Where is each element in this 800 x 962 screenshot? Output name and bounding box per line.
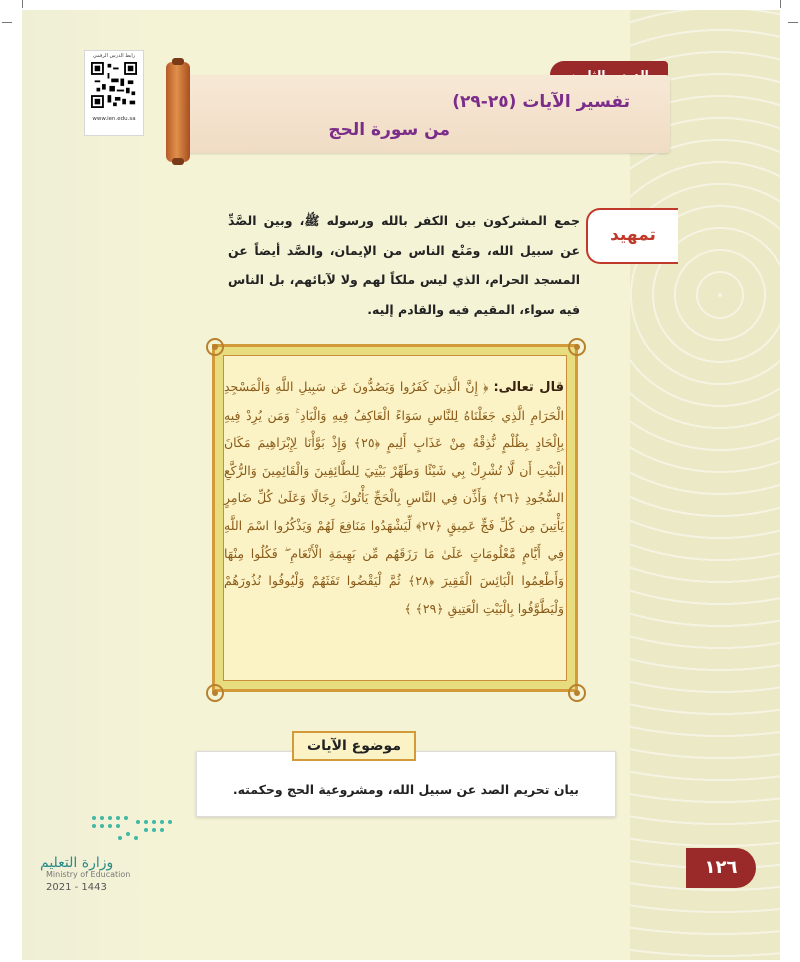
ministry-name-en: Ministry of Education bbox=[46, 870, 131, 879]
page-number: ١٢٦ bbox=[686, 848, 756, 888]
ornament-icon bbox=[204, 682, 226, 704]
quran-verses-text bbox=[224, 373, 564, 622]
intro-label: تمهيد bbox=[586, 208, 678, 264]
crop-mark bbox=[780, 0, 781, 8]
lesson-title: تفسير الآيات (٢٥-٢٩) bbox=[452, 92, 630, 112]
intro-paragraph: جمع المشركون بين الكفر بالله ورسوله ﷺ، وبين الصَّدِّ عن سبيل الله، ومَنْع الناس من الإيمان، والصَّد أيضاً عن المسجد الحرام، الذي ليس ملكاً لهم ولا لآبائهم، بل الناس فيه سواء، المقيم فيه والقادم إليه. bbox=[228, 213, 580, 317]
scroll-rod-cap bbox=[172, 58, 184, 65]
ministry-logo-icon bbox=[88, 812, 180, 852]
lesson-subtitle: من سورة الحج bbox=[328, 120, 450, 140]
ornament-icon bbox=[566, 682, 588, 704]
crop-mark bbox=[788, 22, 798, 23]
quran-verses: ﴿ إِنَّ الَّذِينَ كَفَرُوا وَيَصُدُّونَ عَن سَبِيلِ اللَّهِ وَالْمَسْجِدِ الْحَرَامِ الَّذِي جَعَلْنَاهُ لِلنَّاسِ سَوَاءً الْعَاكِفُ فِيهِ وَالْبَادِ ۚ وَمَن يُرِدْ فِيهِ بِإِلْحَادٍ بِظُلْمٍ نُّذِقْهُ مِنْ عَذَابٍ أَلِيمٍ ﴿٢٥﴾ وَإِذْ بَوَّأْنَا لِإِبْرَاهِيمَ مَكَانَ الْبَيْتِ أَن لَّا تُشْرِكْ بِي شَيْئًا وَطَهِّرْ بَيْتِيَ لِلطَّائِفِينَ وَالْقَائِمِينَ وَالرُّكَّعِ السُّجُودِ ﴿٢٦﴾ وَأَذِّن فِي النَّاسِ بِالْحَجِّ يَأْتُوكَ رِجَالًا وَعَلَىٰ كُلِّ ضَامِرٍ يَأْتِينَ مِن كُلِّ فَجٍّ عَمِيقٍ ﴿٢٧﴾ لِّيَشْهَدُوا مَنَافِعَ لَهُمْ وَيَذْكُرُوا اسْمَ اللَّهِ فِي أَيَّامٍ مَّعْلُومَاتٍ عَلَىٰ مَا رَزَقَهُم مِّن بَهِيمَةِ الْأَنْعَامِ ۖ فَكُلُوا مِنْهَا وَأَطْعِمُوا الْبَائِسَ الْفَقِيرَ ﴿٢٨﴾ ثُمَّ لْيَقْضُوا تَفَثَهُمْ وَلْيُوفُوا نُذُورَهُمْ وَلْيَطَّوَّفُوا بِالْبَيْتِ الْعَتِيقِ ﴿٢٩﴾ ﴾ bbox=[224, 379, 565, 616]
crop-mark bbox=[22, 0, 23, 8]
topic-text: بيان تحريم الصد عن سبيل الله، ومشروعية الحج وحكمته. bbox=[232, 782, 579, 797]
qr-code-card[interactable] bbox=[84, 50, 144, 136]
edition-years: 2021 - 1443 bbox=[46, 882, 107, 893]
ornament-icon bbox=[204, 336, 226, 358]
ornament-icon bbox=[566, 336, 588, 358]
topic-label: موضوع الآيات bbox=[292, 731, 416, 761]
crop-mark bbox=[2, 22, 12, 23]
ministry-name-ar: وزارة التعليم bbox=[40, 855, 114, 871]
qr-caption: رابط الدرس الرقمي bbox=[92, 53, 136, 59]
quran-lead: قال تعالى: bbox=[493, 380, 564, 395]
title-scroll bbox=[168, 75, 670, 153]
scroll-rod bbox=[166, 62, 190, 162]
qr-code-icon bbox=[91, 62, 137, 108]
scroll-rod-cap bbox=[172, 158, 184, 165]
qr-url: www.ien.edu.sa bbox=[92, 116, 136, 122]
